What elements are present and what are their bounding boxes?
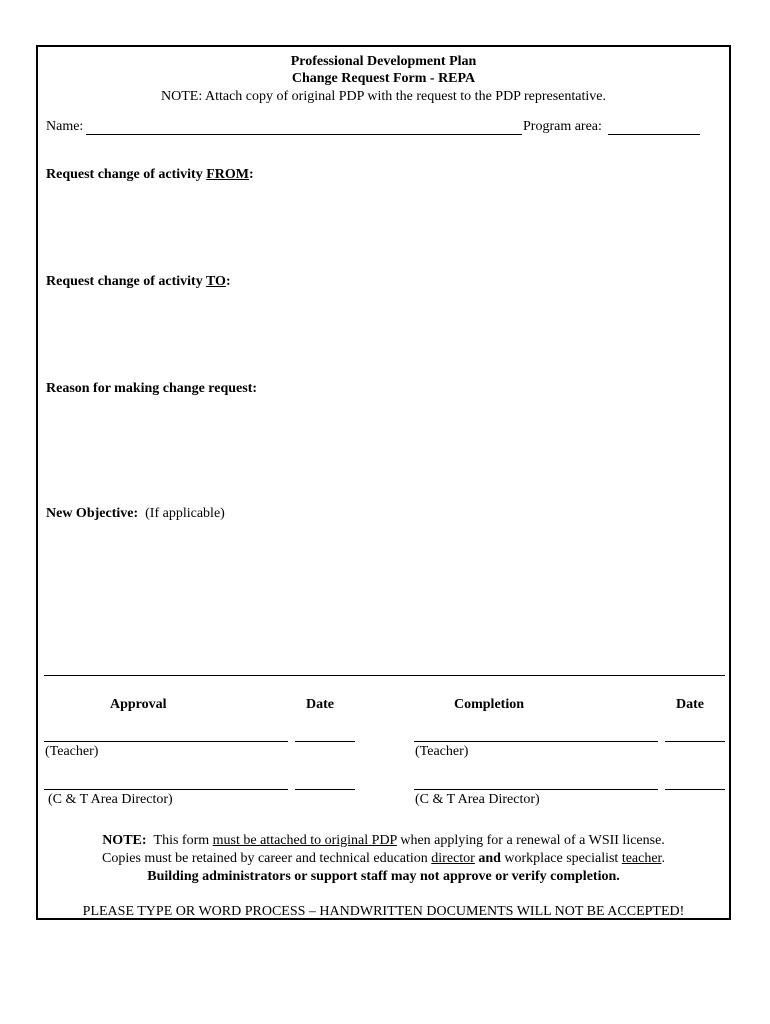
reason-label: Reason for making change request: [46,381,258,396]
footer-note-2b: director [431,851,475,866]
reason-answer-area[interactable] [46,401,721,501]
approval-director-signature-line[interactable] [44,789,288,790]
to-section-label [46,274,231,290]
form-title: Professional Development Plan [290,54,477,69]
footer-note-2f: . [661,851,665,866]
completion-director-caption: (C & T Area Director) [415,792,540,807]
to-emphasis: TO [205,274,226,289]
footer-note-line-3: Building administrators or support staff may not approve or verify completion. [147,869,620,884]
completion-director-signature-line[interactable] [414,789,658,790]
objective-hint: (If applicable) [145,506,225,521]
footer-note-line-2 [38,851,729,867]
footer-note-label: NOTE: [102,833,147,848]
approval-director-date-line[interactable] [295,789,355,790]
program-area-label: Program area: [523,119,602,134]
form-frame [36,45,731,920]
footer-note-1a: This form [153,833,213,848]
completion-teacher-caption: (Teacher) [415,744,469,759]
from-answer-area[interactable] [46,187,721,272]
approval-teacher-caption: (Teacher) [45,744,99,759]
completion-header: Completion [454,697,524,712]
form-subtitle: Change Request Form - REPA [291,71,476,86]
footer-note-1b: must be attached to original PDP [212,833,397,848]
objective-answer-area[interactable] [46,527,721,667]
footer-note-2c: and [478,851,501,866]
to-prefix: Request change of activity [46,274,206,289]
completion-director-date-line[interactable] [665,789,725,790]
header-note: NOTE: Attach copy of original PDP with the request to the PDP representative. [161,89,606,104]
completion-teacher-date-line[interactable] [665,741,725,742]
footer-note-2a: Copies must be retained by career and technical education [102,851,432,866]
from-section-label [46,167,254,183]
approval-teacher-date-line[interactable] [295,741,355,742]
footer-note-2e: teacher [621,851,662,866]
from-suffix: : [248,167,254,182]
to-answer-area[interactable] [46,294,721,379]
name-label: Name: [46,119,84,134]
section-divider [44,675,725,676]
completion-teacher-signature-line[interactable] [414,741,658,742]
footer-note-line-1 [38,833,729,849]
objective-label: New Objective: [46,506,139,521]
approval-date-header: Date [306,697,334,712]
completion-date-header: Date [676,697,704,712]
approval-header: Approval [110,697,167,712]
approval-teacher-signature-line[interactable] [44,741,288,742]
name-field[interactable] [86,119,522,135]
program-area-field[interactable] [608,119,700,135]
footer-note-1c: when applying for a renewal of a WSII license. [396,833,665,848]
from-emphasis: FROM [206,167,249,182]
to-suffix: : [225,274,231,289]
footer-note-2d: workplace specialist [500,851,622,866]
footer-warning: PLEASE TYPE OR WORD PROCESS – HANDWRITTEN DOCUMENTS WILL NOT BE ACCEPTED! [82,904,685,919]
from-prefix: Request change of activity [46,167,207,182]
objective-label-row [46,506,225,522]
approval-director-caption: (C & T Area Director) [48,792,173,807]
